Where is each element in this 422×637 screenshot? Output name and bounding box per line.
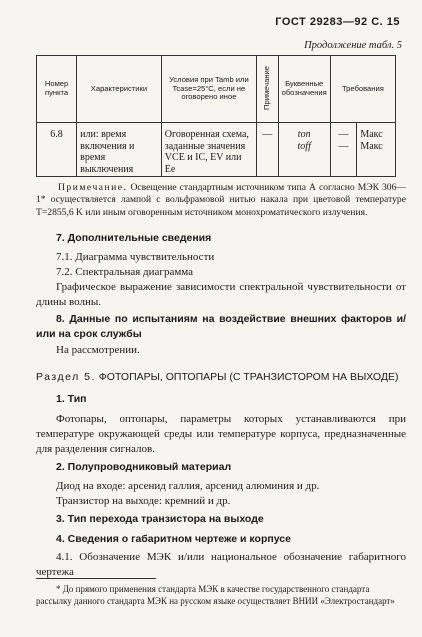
section-8-title: 8. Данные по испытаниям на воздействие внешних факторов и/или на срок службы (36, 313, 406, 341)
section-7-body: Графическое выражение зависимости спектральной чувствительности от длины волны. (36, 281, 406, 308)
cell-symbols (278, 123, 330, 177)
table-note (36, 182, 406, 219)
footnote-rule (36, 578, 156, 579)
col-header-note-text: Примечание (261, 65, 271, 110)
section-7-title: 7. Дополнительные сведения (56, 232, 212, 244)
req-dash-2: — (338, 140, 349, 152)
cell-num: 6.8 (37, 123, 77, 177)
s2-title: 2. Полупроводниковый материал (56, 461, 232, 473)
page-header: ГОСТ 29283—92 С. 15 (275, 16, 400, 28)
s2-line-2: Транзистор на выходе: кремний и др. (56, 495, 231, 507)
col-header-requirements: Требования (330, 56, 395, 123)
symbol-toff: toff (297, 140, 311, 152)
req-dash-1: — (338, 129, 349, 140)
s2-line-1: Диод на входе: арсенид галлия, арсенид алюминия и др. (56, 480, 320, 492)
spec-table (36, 55, 396, 177)
note-label: Примечание. (58, 182, 128, 193)
s1-body: Фотопары, оптопары, параметры которых устанавливаются при температуре окружающей среды или температуре корпуса, предназначенные для разделения сигналов. (36, 413, 406, 455)
section-7-2: 7.2. Спектральная диаграмма (56, 266, 194, 278)
s3-title: 3. Тип перехода транзистора на выходе (56, 513, 264, 525)
note-text: Освещение стандартным источником типа А согласно МЭК 306—1* осуществляется лампой с вольфрамовой нитью накала при цветовой температуре T=2855,6 K или иным оговоренным источником монохроматического излучения. (36, 182, 406, 218)
req-max-2: Макс (360, 140, 383, 152)
req-max-1: Макс (360, 129, 383, 140)
section-5-lead: Раздел 5. (36, 371, 96, 383)
symbol-ton: ton (297, 129, 311, 140)
table-continuation-label: Продолжение табл. 5 (304, 40, 402, 51)
section-7-1: 7.1. Диаграмма чувствительности (56, 251, 215, 263)
cell-characteristics: или: время включения и время выключения (77, 123, 162, 177)
s4-title: 4. Сведения о габаритном чертеже и корпусе (56, 533, 291, 545)
section-8-body: На рассмотрении. (56, 344, 140, 356)
cell-note: — (256, 123, 278, 177)
s4-body: 4.1. Обозначение МЭК и/или национальное обозначение габаритного чертежа (36, 551, 406, 578)
table-row (37, 123, 396, 177)
col-header-conditions: Условия при Tamb или Tcase=25°C, если не оговорено иное (161, 56, 256, 123)
footnote: * До прямого применения стандарта МЭК в качестве государственного стандарта рассылку данного стандарта МЭК на русском языке осуществляет ВНИИ «Электростандарт» (36, 584, 395, 606)
s1-title: 1. Тип (56, 393, 87, 405)
section-5-heading (36, 370, 408, 384)
col-header-symbols: Буквенные обозначения (278, 56, 330, 123)
col-header-num: Номер пункта (37, 56, 77, 123)
cell-req-max (357, 123, 396, 177)
col-header-characteristics: Характеристики (77, 56, 162, 123)
section-5-title: ФОТОПАРЫ, ОПТОПАРЫ (С ТРАНЗИСТОРОМ НА ВЫХОДЕ) (95, 371, 399, 383)
cell-conditions: Оговоренная схема, заданные значения VCE и IC, EV или Ee (161, 123, 256, 177)
col-header-note (256, 56, 278, 123)
cell-req-dash (330, 123, 357, 177)
